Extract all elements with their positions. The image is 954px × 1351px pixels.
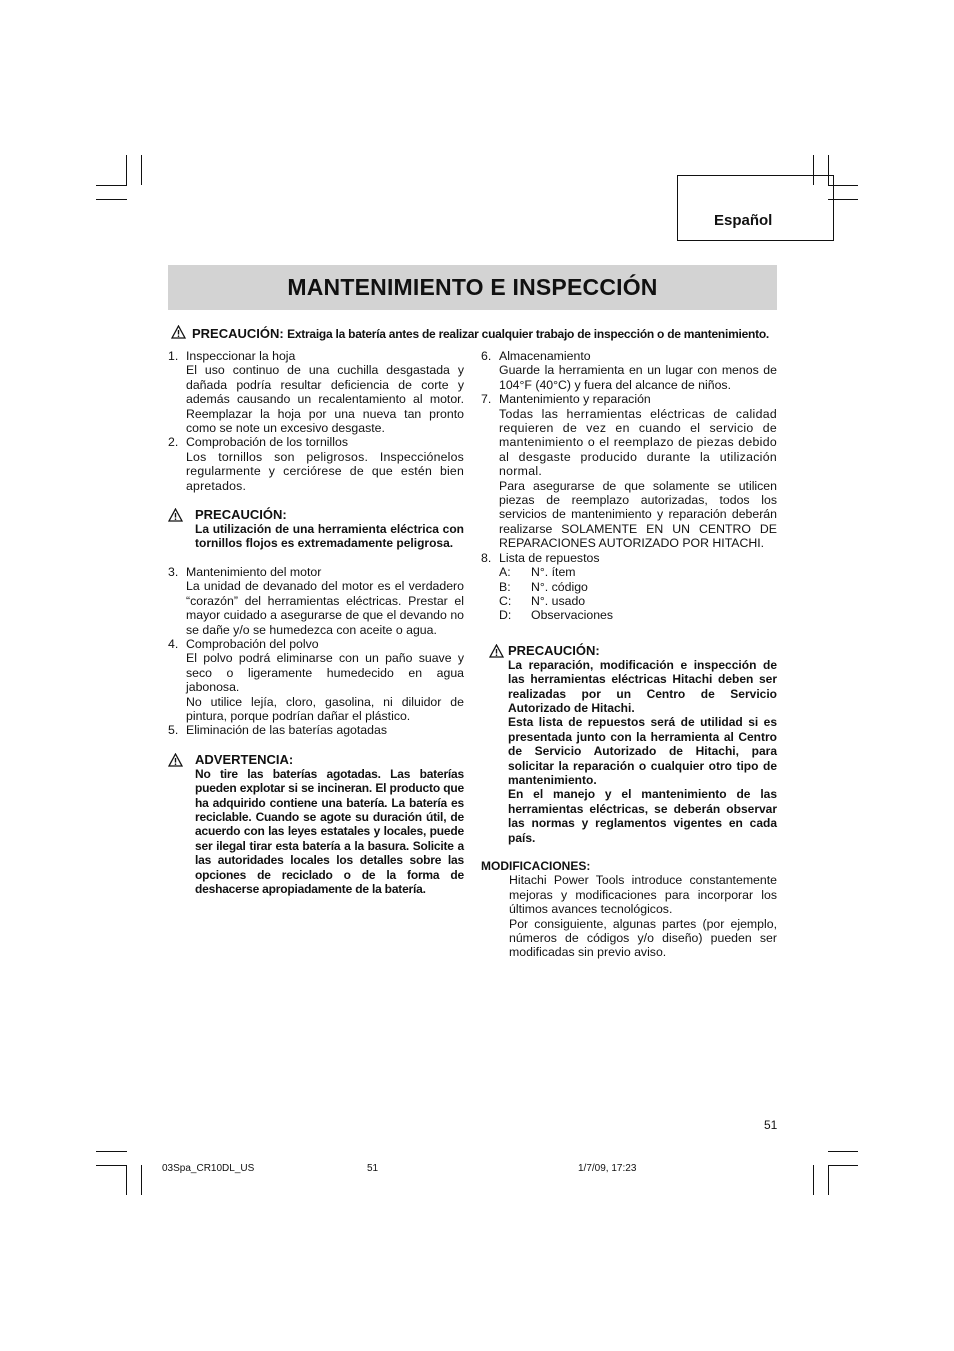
modifications-text: Por consiguiente, algunas partes (por ejemplo, números de códigos y/o diseño) pueden ser modificadas sin previo aviso. xyxy=(509,916,777,960)
crop-mark xyxy=(828,1165,858,1166)
caution-text: En el manejo y el mantenimiento de las herramientas eléctricas, se deberán observar las normas y reglamentos vigentes en cada país. xyxy=(508,787,777,845)
caution-text: Extraiga la batería antes de realizar cualquier trabajo de inspección o de mantenimiento. xyxy=(287,327,769,341)
item-heading: Eliminación de las baterías agotadas xyxy=(186,723,387,738)
crop-mark xyxy=(96,185,127,186)
crop-mark xyxy=(96,199,127,200)
item-number: 6. xyxy=(481,349,492,363)
caution-block xyxy=(481,643,777,845)
footer-filename: 03Spa_CR10DL_US xyxy=(162,1163,255,1174)
warning-triangle-icon xyxy=(168,753,183,767)
warning-label: ADVERTENCIA: xyxy=(195,751,294,767)
item-body: Todas las herramientas eléctricas de calidad requieren de vez en cuando el servicio de mantenimiento o el reemplazo de piezas debido al desgaste producido durante la utilización normal. xyxy=(499,406,777,479)
item-number: 4. xyxy=(168,636,179,651)
footer-timestamp: 1/7/09, 17:23 xyxy=(578,1163,637,1174)
parts-row xyxy=(499,608,777,622)
modifications-text: Hitachi Power Tools introduce constantemente mejoras y modificaciones para incorporar los últimos avances tecnológicos. xyxy=(509,873,777,917)
list-item xyxy=(168,435,464,493)
item-heading: Comprobación del polvo xyxy=(186,636,319,651)
crop-mark xyxy=(828,1151,858,1152)
crop-mark xyxy=(141,155,142,185)
crop-mark xyxy=(813,1165,814,1195)
parts-row xyxy=(499,580,777,594)
item-body: Para asegurarse de que solamente se utilicen piezas de reemplazo autorizadas, todos los servicios de mantenimiento y reparación deberán realizarse SOLAMENTE EN UN CENTRO DE REPARACIONES AUTORIZADO POR HITACHI. xyxy=(499,478,777,551)
crop-mark xyxy=(141,1165,142,1195)
right-column xyxy=(481,349,777,960)
item-number: 8. xyxy=(481,550,492,565)
item-body: La unidad de devanado del motor es el verdadero “corazón” del herramientas eléctricas. Prestar el mayor cuidado a asegurarse de que el devando no se dañe y/o se humedezca con aceite o agua. xyxy=(186,579,464,637)
language-label: Español xyxy=(714,212,773,229)
list-item xyxy=(481,392,777,550)
item-body: El uso continuo de una cuchilla desgastada y dañada podría resultar deficiencia de corte y además causando un recalentamiento al motor. Reemplazar la hoja por una nueva tan pronto como se note un excesivo desgaste. xyxy=(186,363,464,436)
list-item xyxy=(481,551,777,623)
item-heading: Mantenimiento y reparación xyxy=(499,392,651,407)
crop-mark xyxy=(828,1165,829,1195)
item-body: No utilice lejía, cloro, gasolina, ni diluidor de pintura, porque podrían dañar el plástico. xyxy=(186,694,464,723)
item-heading: Almacenamiento xyxy=(499,349,591,363)
list-item xyxy=(481,349,777,392)
warning-triangle-icon xyxy=(168,508,183,522)
caution-label: PRECAUCIÓN: xyxy=(195,507,287,523)
parts-row xyxy=(499,594,777,608)
item-number: 3. xyxy=(168,564,179,579)
item-body: Los tornillos son peligrosos. Inspecciónelos regularmente y cerciórese de que estén bien apretados. xyxy=(186,449,464,493)
caution-text: Esta lista de repuestos será de utilidad si es presentada junto con la herramienta al Centro de Servicio Autorizado de Hitachi, para solicitar la reparación o cualquier otro tipo de mantenimiento. xyxy=(508,715,777,787)
warning-triangle-icon xyxy=(489,644,504,658)
item-heading: Comprobación de los tornillos xyxy=(186,435,348,450)
parts-key: B: xyxy=(499,579,511,594)
item-heading: Inspeccionar la hoja xyxy=(186,349,296,363)
title-banner xyxy=(168,265,777,310)
caution-label: PRECAUCIÓN: xyxy=(192,326,284,341)
crop-mark xyxy=(96,1151,127,1152)
crop-mark xyxy=(126,1165,127,1195)
warning-text: No tire las baterías agotadas. Las baterías pueden explotar si se incineran. El producto que ha adquirido contiene una batería. La batería es reciclable. Cuando se agote su duración útil, de acuerdo con las leyes estatales y locales, puede ser ilegal tirar esta batería a la basura. Solicite a las autoridades locales los detalles sobre las opciones de reciclado o de la forma de deshacerse apropiadamente de la batería. xyxy=(195,766,464,896)
list-item xyxy=(168,565,464,637)
warning-block xyxy=(168,752,464,897)
caution-text: La utilización de una herramienta eléctrica con tornillos flojos es extremadamente peligrosa. xyxy=(195,522,464,551)
list-item xyxy=(168,637,464,723)
footer-page: 51 xyxy=(367,1163,379,1174)
caution-block xyxy=(168,507,464,551)
modifications-heading: MODIFICACIONES: xyxy=(481,859,591,873)
page-title: MANTENIMIENTO E INSPECCIÓN xyxy=(287,274,658,300)
crop-mark xyxy=(126,155,127,185)
item-heading: Lista de repuestos xyxy=(499,550,600,565)
parts-key: C: xyxy=(499,593,512,608)
caution-label: PRECAUCIÓN: xyxy=(508,642,600,658)
parts-value: N°. usado xyxy=(531,593,586,608)
left-column xyxy=(168,349,464,896)
parts-value: N°. código xyxy=(531,579,588,594)
caution-text: La reparación, modificación e inspección de las herramientas eléctricas Hitachi deben ser realizadas por un Centro de Servicio Autorizado de Hitachi. xyxy=(508,657,777,715)
parts-key: D: xyxy=(499,608,512,623)
item-body: Guarde la herramienta en un lugar con menos de 104°F (40°C) y fuera del alcance de niños. xyxy=(499,363,777,392)
item-number: 2. xyxy=(168,435,179,450)
parts-value: Observaciones xyxy=(531,608,614,623)
parts-key: A: xyxy=(499,565,511,580)
item-number: 5. xyxy=(168,723,179,738)
item-heading: Mantenimiento del motor xyxy=(186,564,322,579)
item-number: 1. xyxy=(168,349,179,363)
list-item xyxy=(168,349,464,435)
parts-row xyxy=(499,565,777,579)
language-tab xyxy=(677,175,834,241)
list-item xyxy=(168,723,464,737)
item-number: 7. xyxy=(481,392,492,407)
crop-mark xyxy=(96,1165,127,1166)
page-number: 51 xyxy=(764,1118,778,1132)
top-caution xyxy=(171,325,779,341)
warning-triangle-icon xyxy=(171,325,186,339)
item-body: El polvo podrá eliminarse con un paño suave y seco o ligeramente humedecido en agua jabonosa. xyxy=(186,651,464,695)
parts-value: N°. ítem xyxy=(531,565,576,580)
